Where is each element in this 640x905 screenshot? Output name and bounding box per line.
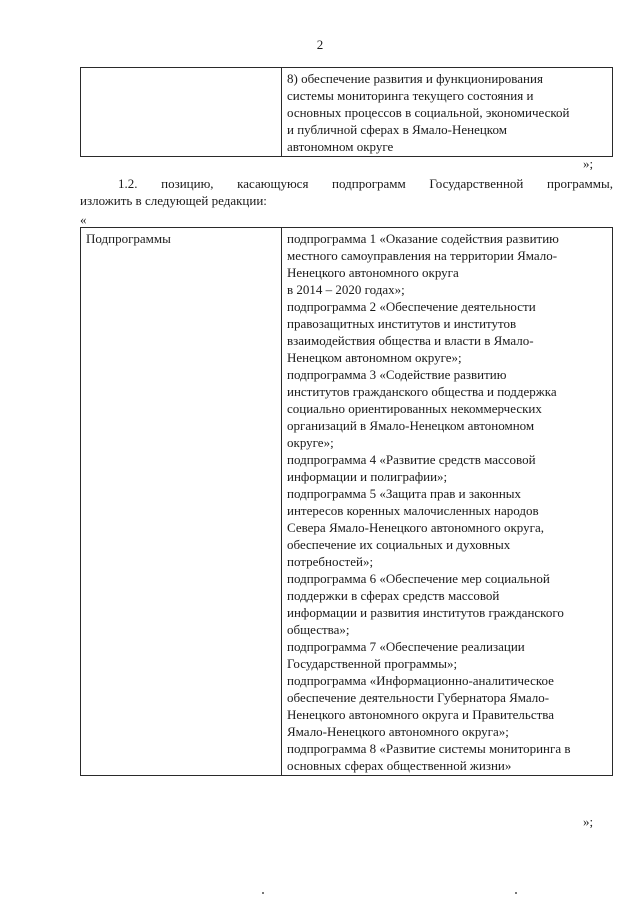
item-8-line: 8) обеспечение развития и функционирования [287,71,543,86]
closing-quote-bottom: »; [583,814,594,829]
subprograms-label: Подпрограммы [86,231,171,246]
subprogram-line: правозащитных институтов и институтов [287,316,517,331]
table-cell-item-8 [282,68,613,157]
scan-mark [262,892,264,894]
subprogram-line: подпрограмма 8 «Развитие системы мониторинга в [287,741,571,756]
subprogram-line: подпрограмма 4 «Развитие средств массовой [287,452,536,467]
subprogram-line: округе»; [287,435,334,450]
subprogram-line: подпрограмма «Информационно-аналитическое [287,673,554,688]
subprogram-line: подпрограмма 2 «Обеспечение деятельности [287,299,536,314]
table-row [81,68,613,157]
subprograms-list [287,230,607,774]
subprograms-list-cell [282,228,613,776]
item-8-line: автономном округе [287,139,394,154]
table-row [81,228,613,776]
subprogram-line: в 2014 – 2020 годах»; [287,282,405,297]
item-8-text [287,70,607,155]
paragraph-line-1: 1.2. позицию, касающуюся подпрограмм Государственной программы, [118,176,613,191]
page-number: 2 [316,37,324,52]
subprogram-line: информации и развития институтов гражданского [287,605,564,620]
subprogram-line: Ненецкого автономного округа [287,265,459,280]
opening-quote: « [80,212,87,227]
subprogram-line: подпрограмма 1 «Оказание содействия развитию [287,231,559,246]
closing-quote-top: »; [583,156,594,171]
subprogram-line: обеспечение их социальных и духовных [287,537,511,552]
subprogram-line: Ненецкого автономного округа и Правительства [287,707,555,722]
subprogram-line: подпрограмма 7 «Обеспечение реализации [287,639,525,654]
subprogram-line: интересов коренных малочисленных народов [287,503,539,518]
item-8-line: основных процессов в социальной, экономической [287,105,570,120]
subprogram-line: информации и полиграфии»; [287,469,448,484]
subprogram-line: Государственной программы»; [287,656,458,671]
subprogram-line: Ненецком автономном округе»; [287,350,462,365]
subprogram-line: Севера Ямало-Ненецкого автономного округа, [287,520,544,535]
table-cell-empty [81,68,282,157]
paragraph-line-2: изложить в следующей редакции: [80,193,267,208]
subprogram-line: подпрограмма 6 «Обеспечение мер социальной [287,571,550,586]
amendment-paragraph [80,175,613,209]
item-8-line: и публичной сферах в Ямало-Ненецком [287,122,507,137]
item-8-line: системы мониторинга текущего состояния и [287,88,534,103]
subprogram-line: основных сферах общественной жизни» [287,758,512,773]
subprogram-line: потребностей»; [287,554,374,569]
subprogram-line: взаимодействия общества и власти в Ямало- [287,333,534,348]
subprogram-line: социально ориентированных некоммерческих [287,401,542,416]
subprogram-line: местного самоуправления на территории Ямало- [287,248,558,263]
subprograms-label-cell [81,228,282,776]
table-top-continuation [80,67,613,157]
scan-mark [515,892,517,894]
subprogram-line: поддержки в сферах средств массовой [287,588,500,603]
subprogram-line: подпрограмма 3 «Содействие развитию [287,367,507,382]
subprogram-line: Ямало-Ненецкого автономного округа»; [287,724,509,739]
table-subprograms [80,227,613,776]
subprogram-line: институтов гражданского общества и поддержка [287,384,557,399]
subprogram-line: подпрограмма 5 «Защита прав и законных [287,486,522,501]
subprogram-line: организаций в Ямало-Ненецком автономном [287,418,535,433]
subprogram-line: обеспечение деятельности Губернатора Ямало- [287,690,550,705]
subprogram-line: общества»; [287,622,350,637]
